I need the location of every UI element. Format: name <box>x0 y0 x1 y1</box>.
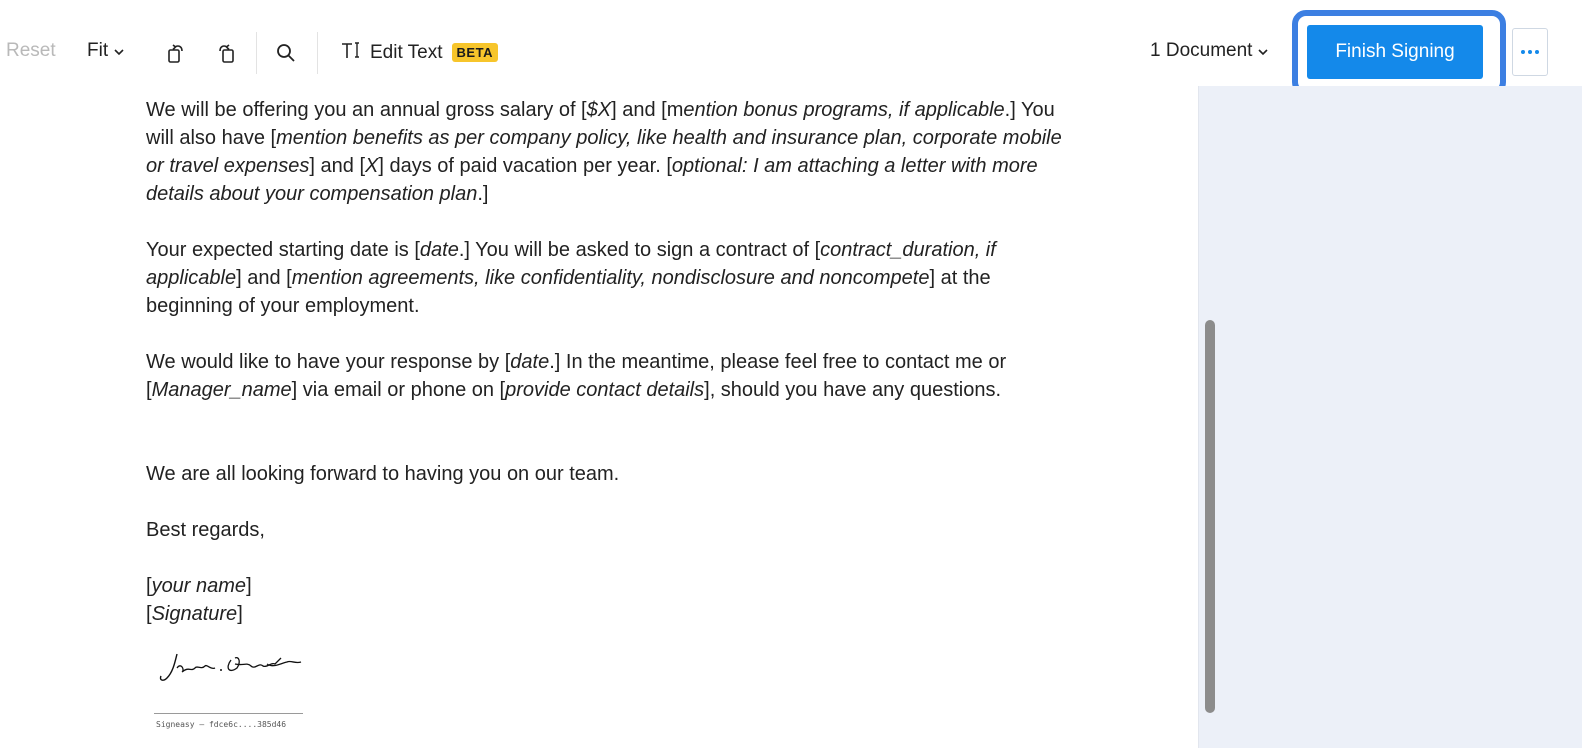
placeholder-text: ention bonus programs, if applicable <box>683 99 1005 121</box>
body-text: ] via email or phone on [ <box>291 379 506 401</box>
rotate-left-icon[interactable] <box>162 40 190 66</box>
closing-paragraph <box>146 460 1066 488</box>
body-text: [ <box>146 603 152 625</box>
body-text: [ <box>146 575 152 597</box>
body-text: ] and [ <box>309 155 366 177</box>
placeholder-text: Manager_name <box>151 379 292 401</box>
side-panel <box>1198 86 1582 748</box>
body-text: ] days of paid vacation per year. [ <box>378 155 672 177</box>
body-text: .] <box>477 183 489 205</box>
salary-paragraph <box>146 96 1066 208</box>
body-text: ] and [ <box>236 267 292 289</box>
finish-signing-button[interactable]: Finish Signing <box>1307 25 1483 79</box>
document-dropdown[interactable] <box>1150 40 1268 62</box>
scrollbar[interactable] <box>1205 320 1215 713</box>
fit-label: Fit <box>87 40 109 61</box>
placeholder-text: Signature <box>151 603 238 625</box>
body-text: Best regards, <box>146 519 265 541</box>
start-date-paragraph <box>146 236 1066 320</box>
search-icon[interactable] <box>272 40 300 66</box>
signature-image[interactable] <box>155 648 305 688</box>
fit-dropdown[interactable] <box>87 40 124 62</box>
document-count-label: 1 Document <box>1150 40 1253 61</box>
edit-text-label: Edit Text <box>370 41 443 63</box>
placeholder-text: your name <box>151 575 247 597</box>
name-placeholder <box>146 572 1066 600</box>
placeholder-text: $X <box>586 99 612 121</box>
body-text: Your expected starting date is [ <box>146 239 420 261</box>
placeholder-text: optional: I am attaching a letter with more details about your compensation plan <box>146 155 1038 205</box>
placeholder-text: contract_duration, if applicable <box>146 239 996 289</box>
regards-line <box>146 516 1066 544</box>
placeholder-text: X <box>365 155 379 177</box>
signature-id: Signeasy – fdce6c....385d46 <box>156 720 287 729</box>
placeholder-text: provide contact details <box>505 379 705 401</box>
body-text: We are all looking forward to having you on our team. <box>146 463 620 485</box>
chevron-down-icon <box>1258 44 1268 59</box>
placeholder-text: date <box>510 351 550 373</box>
placeholder-text: mention benefits as per company policy, like health and insurance plan, corporate mobile or travel expenses <box>146 127 1062 177</box>
chevron-down-icon <box>114 44 124 59</box>
rotate-right-icon[interactable] <box>212 40 240 66</box>
body-text: .] You will be asked to sign a contract of [ <box>458 239 821 261</box>
body-text: .] In the meantime, please feel free to contact me or [ <box>146 351 1007 401</box>
toolbar-divider <box>256 32 257 74</box>
body-text: We would like to have your response by [ <box>146 351 511 373</box>
body-text: ] and [m <box>611 99 684 121</box>
reset-button[interactable]: Reset <box>6 40 56 61</box>
beta-badge: BETA <box>452 43 498 62</box>
body-text: We will be offering you an annual gross salary of [ <box>146 99 587 121</box>
body-text: ], should you have any questions. <box>704 379 1002 401</box>
text-cursor-icon <box>340 40 362 65</box>
body-text: ] <box>237 603 243 625</box>
placeholder-text: mention agreements, like confidentiality, nondisclosure and noncompete <box>291 267 930 289</box>
body-text: ] <box>246 575 252 597</box>
body-text: .] You will also have [ <box>146 99 1055 149</box>
more-icon[interactable] <box>1512 28 1548 76</box>
signature-line <box>154 713 303 714</box>
placeholder-text: date <box>419 239 459 261</box>
toolbar <box>0 0 1582 86</box>
response-paragraph <box>146 348 1066 404</box>
signature-placeholder <box>146 600 1066 628</box>
toolbar-divider <box>317 32 318 74</box>
body-text: ] at the beginning of your employment. <box>146 267 991 317</box>
edit-text-button[interactable] <box>340 40 498 65</box>
